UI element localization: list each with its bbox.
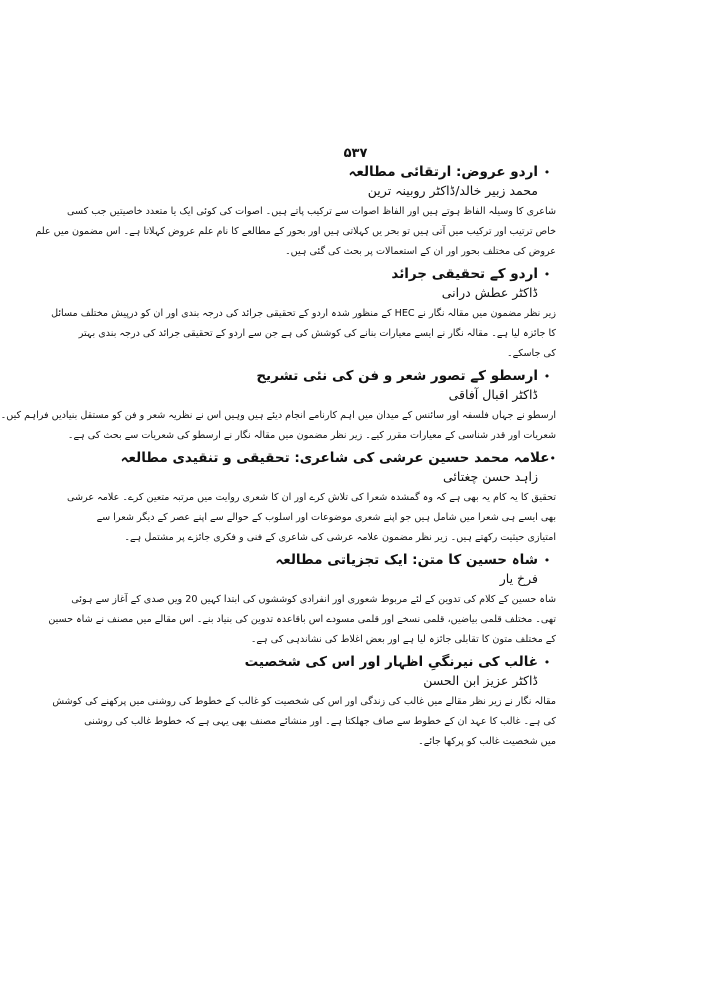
abstract-line: شعریات اور قدر شناسی کے معیارات مقرر کیے۔ زیر نظر مضمون میں مقالہ نگار نے ارسطو کی شعریات سے بحث کی ہے۔ xyxy=(67,430,556,441)
entry-abstract xyxy=(51,304,556,364)
abstract-line: تحقیق کا یہ کام یہ بھی ہے کہ وہ گمشدہ شعرا کی تلاش کرے اور ان کا شعری روایت میں مرتبہ متعین کرے۔ علامہ عرشی xyxy=(67,492,556,503)
bullet-icon: • xyxy=(543,267,551,281)
abstract-entry xyxy=(51,264,556,364)
bullet-icon: • xyxy=(543,553,551,567)
abstract-line: ارسطو نے جہاں فلسفہ اور سائنس کے میدان میں اہم کارنامے انجام دیئے ہیں وہیں اس نے نظریہ شعر و فن کو مستقل بنیادیں فراہم کیں۔ xyxy=(0,410,556,421)
entry-title: اردو کے تحقیقی جرائد xyxy=(391,266,538,282)
entry-abstract xyxy=(35,202,556,262)
abstract-line: شاعری کا وسیلہ الفاظ ہوتے ہیں اور الفاظ اصوات سے ترکیب پاتے ہیں۔ اصوات کی کوئی ایک یا متعدد خاصیتیں جب کسی xyxy=(67,206,556,217)
entry-title-row xyxy=(120,448,556,468)
entry-author: زاہد حسن چغتائی xyxy=(443,469,538,484)
abstract-line: کے مختلف متون کا تقابلی جائزہ لیا ہے اور بعض اغلاط کی نشاندہی کی ہے۔ xyxy=(250,634,556,645)
entry-title-row xyxy=(178,264,556,284)
bullet-icon: • xyxy=(549,451,556,465)
abstract-entry xyxy=(48,550,556,650)
entry-title-row xyxy=(178,162,556,182)
entry-author: ڈاکٹر عزیز ابن الحسن xyxy=(423,673,538,688)
abstract-entry xyxy=(67,448,556,548)
bullet-icon: • xyxy=(543,369,551,383)
abstract-line: کا جائزہ لیا ہے۔ مقالہ نگار نے ایسے معیارات بنانے کی کوشش کی ہے جن سے اردو کے تحقیقی جرائد کی درجہ بندی بہتر xyxy=(78,328,556,339)
abstract-line: میں شخصیت غالب کو پرکھا جائے۔ xyxy=(418,736,556,747)
abstract-line: شاہ حسین کے کلام کی تدوین کے لئے مربوط شعوری اور انفرادی کوششوں کی ابتدا کہیں 20 ویں صدی کے آغاز سے ہوئی xyxy=(71,594,556,605)
bullet-icon: • xyxy=(543,655,551,669)
entry-title: ارسطو کے تصور شعر و فن کی نئی تشریح xyxy=(256,368,538,384)
entry-title-row xyxy=(178,652,556,672)
abstract-line: کی ہے۔ غالب کا عہد ان کے خطوط سے صاف جھلکتا ہے۔ اور منشائے مصنف بھی یہی ہے کہ خطوط غالب کی روشنی xyxy=(84,716,556,727)
entry-title: اردو عروض: ارتقائی مطالعہ xyxy=(348,164,538,180)
entry-author: ڈاکٹر عطش درانی xyxy=(441,285,538,300)
abstract-entry xyxy=(35,162,556,262)
entry-title-row xyxy=(178,550,556,570)
entry-title: غالب کی نیرنگیِ اظہار اور اس کی شخصیت xyxy=(244,654,538,670)
abstract-entry xyxy=(0,366,556,446)
entry-author: محمد زبیر خالد/ڈاکٹر روبینہ ترین xyxy=(367,183,538,198)
entry-abstract xyxy=(48,590,556,650)
abstract-line: مقالہ نگار نے زیر نظر مقالے میں غالب کی زندگی اور اس کی شخصیت کو غالب کے خطوط کی روشنی میں پرکھنے کی کوشش xyxy=(52,696,556,707)
entry-title: شاہ حسین کا متن: ایک تجزیاتی مطالعہ xyxy=(275,552,538,568)
abstract-line: کی جاسکے۔ xyxy=(506,348,556,359)
abstract-line: عروض کی مختلف بحور اور ان کے استعمالات پر بحث کی گئی ہیں۔ xyxy=(285,246,556,257)
abstract-entry xyxy=(52,652,556,752)
entry-abstract xyxy=(0,406,556,446)
entry-title-row xyxy=(178,366,556,386)
entry-abstract xyxy=(52,692,556,752)
bullet-icon: • xyxy=(543,165,551,179)
abstract-line: تھی۔ مختلف قلمی بیاضیں، قلمی نسخے اور قلمی مسودے اس باقاعدہ تدوین کی بنیاد بنے۔ اس مقالے میں مصنف نے شاہ حسین xyxy=(48,614,556,625)
entry-title: علامہ محمد حسین عرشی کی شاعری: تحقیقی و تنقیدی مطالعہ xyxy=(120,450,550,466)
entry-abstract xyxy=(67,488,556,548)
abstract-line: بھی ایسے ہی شعرا میں شامل ہیں جو اپنے شعری موضوعات اور اسلوب کے حوالے سے اپنے عصر کے دیگر شعرا سے xyxy=(96,512,556,523)
page-number: ۵۳۷ xyxy=(343,146,368,161)
entry-author: فرخ یار xyxy=(499,571,538,586)
abstracts-list xyxy=(0,162,556,754)
abstract-line: امتیازی حیثیت رکھتے ہیں۔ زیر نظر مضمون علامہ عرشی کی شاعری کے فنی و فکری جائزے پر مشتمل ہے۔ xyxy=(124,532,556,543)
entry-author: ڈاکٹر اقبال آفاقی xyxy=(448,387,538,402)
abstract-line: زیر نظر مضمون میں مقالہ نگار نے HEC کے منظور شدہ اردو کے تحقیقی جرائد کی درجہ بندی اور ان کو درپیش مختلف مسائل xyxy=(51,308,556,319)
abstract-line: خاص ترتیب اور ترکیب میں آتی ہیں تو بحر یں کہلاتی ہیں اور بحور کے مطالعے کا نام علم عروض کہلاتا ہے۔ اس مضمون میں علم xyxy=(35,226,556,237)
